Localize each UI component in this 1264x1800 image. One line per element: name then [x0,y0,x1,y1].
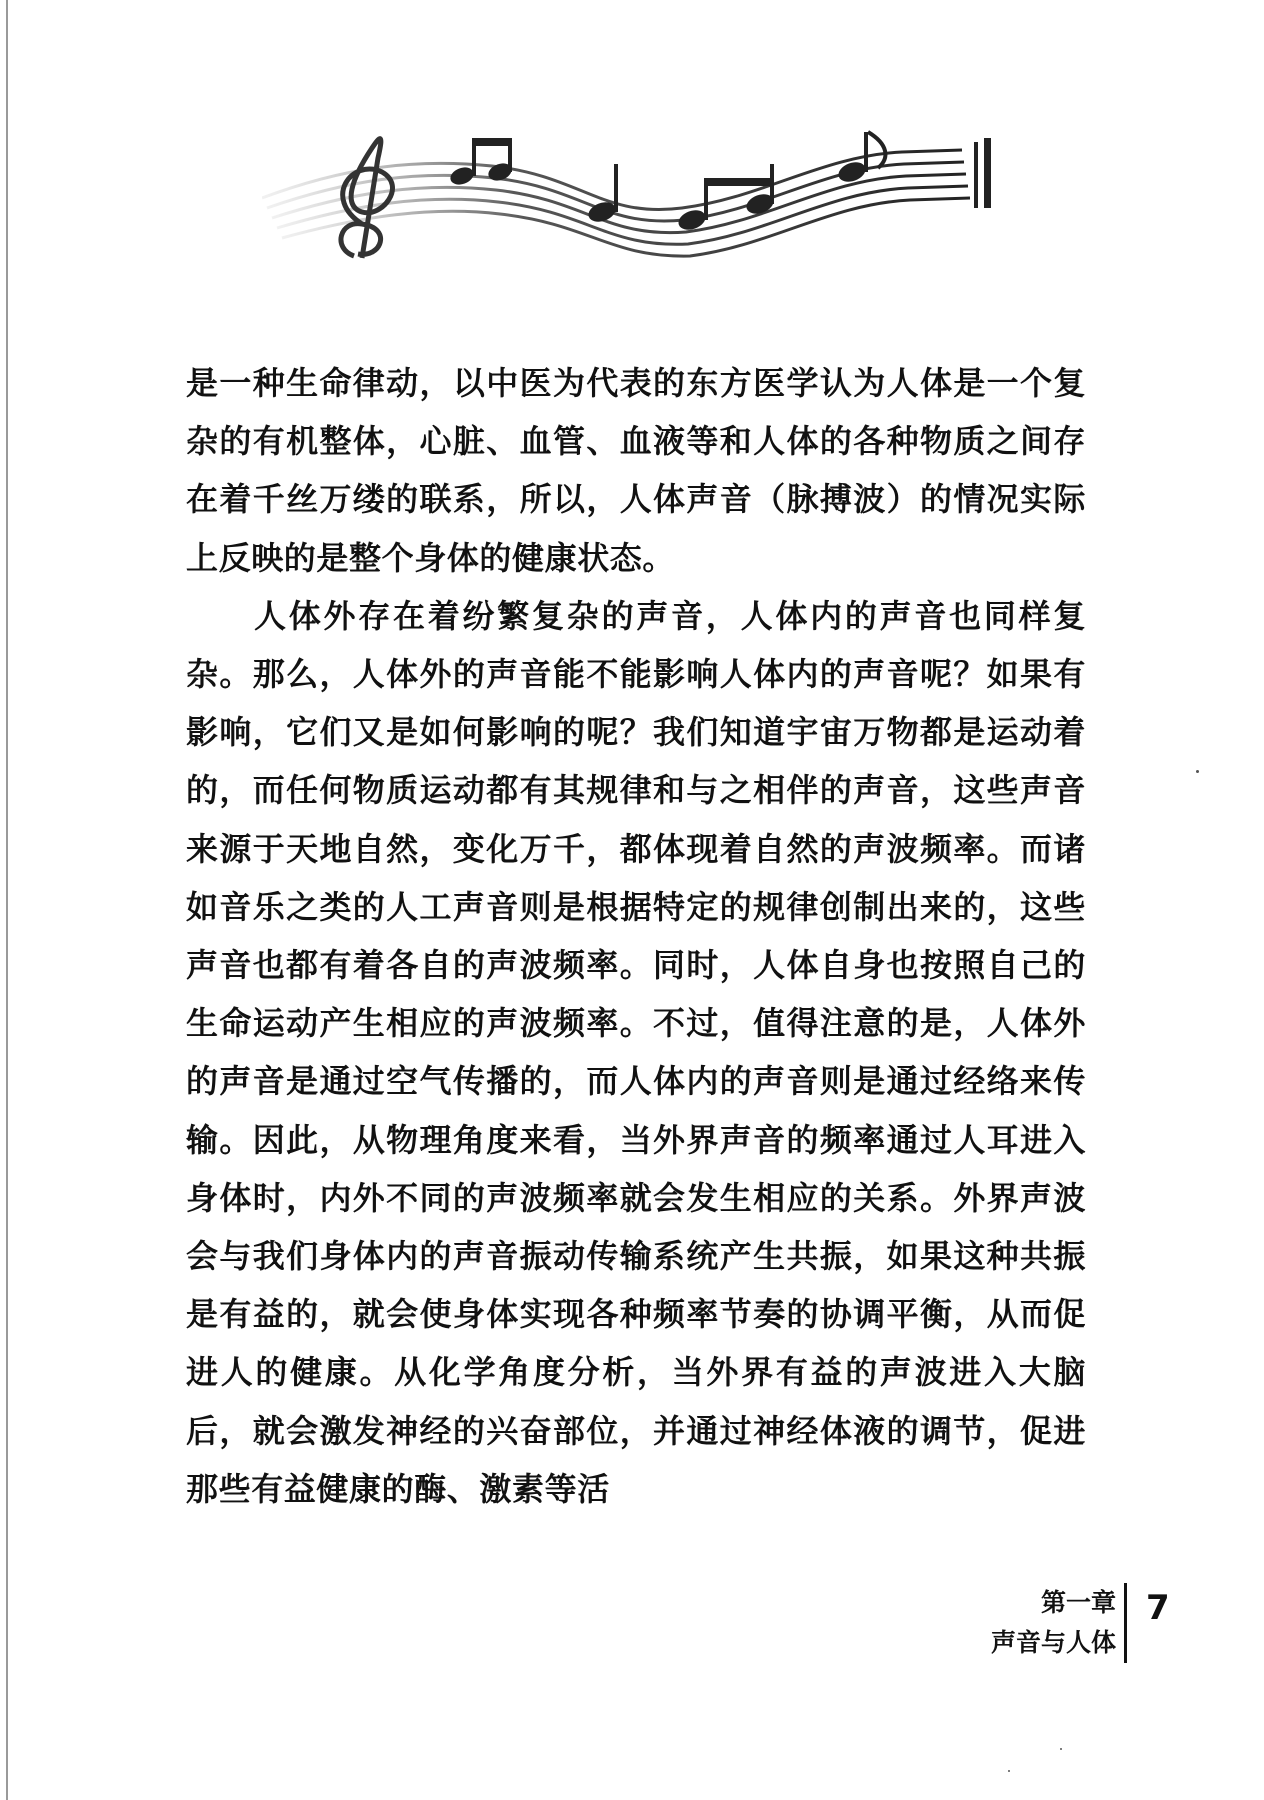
page-edge-shadow [6,0,8,1800]
running-footer [991,1583,1116,1663]
chapter-label: 第一章 [1040,1588,1116,1617]
body-text [186,354,1086,1518]
scan-speck [1008,1770,1010,1772]
page-number: 7 [1146,1588,1170,1628]
scan-speck [1196,770,1199,773]
scan-speck [1060,1748,1062,1750]
paragraph-1: 是一种生命律动，以中医为代表的东方医学认为人体是一个复杂的有机整体，心脏、血管、血液等和人体的各种物质之间存在着千丝万缕的联系，所以，人体声音（脉搏波）的情况实际上反映的是整个身体的健康状态。 [186,364,1086,577]
paragraph-2: 人体外存在着纷繁复杂的声音，人体内的声音也同样复杂。那么，人体外的声音能不能影响人体内的声音呢？如果有影响，它们又是如何影响的呢？我们知道宇宙万物都是运动着的，而任何物质运动都有其规律和与之相伴的声音，这些声音来源于天地自然，变化万千，都体现着自然的声波频率。而诸如音乐之类的人工声音则是根据特定的规律创制出来的，这些声音也都有着各自的声波频率。同时，人体自身也按照自己的生命运动产生相应的声波频率。不过，值得注意的是，人体外的声音是通过空气传播的，而人体内的声音则是通过经络来传输。因此，从物理角度来看，当外界声音的频率通过人耳进入身体时，内外不同的声波频率就会发生相应的关系。外界声波会与我们身体内的声音振动传输系统产生共振，如果这种共振是有益的，就会使身体实现各种频率节奏的协调平衡，从而促进人的健康。从化学角度分析，当外界有益的声波进入大脑后，就会激发神经的兴奋部位，并通过神经体液的调节，促进那些有益健康的酶、激素等活 [186,596,1086,1508]
treble-clef-icon [341,139,393,258]
footer-divider [1124,1583,1127,1663]
chapter-title: 声音与人体 [990,1628,1116,1657]
music-staff-icon [262,128,1002,260]
